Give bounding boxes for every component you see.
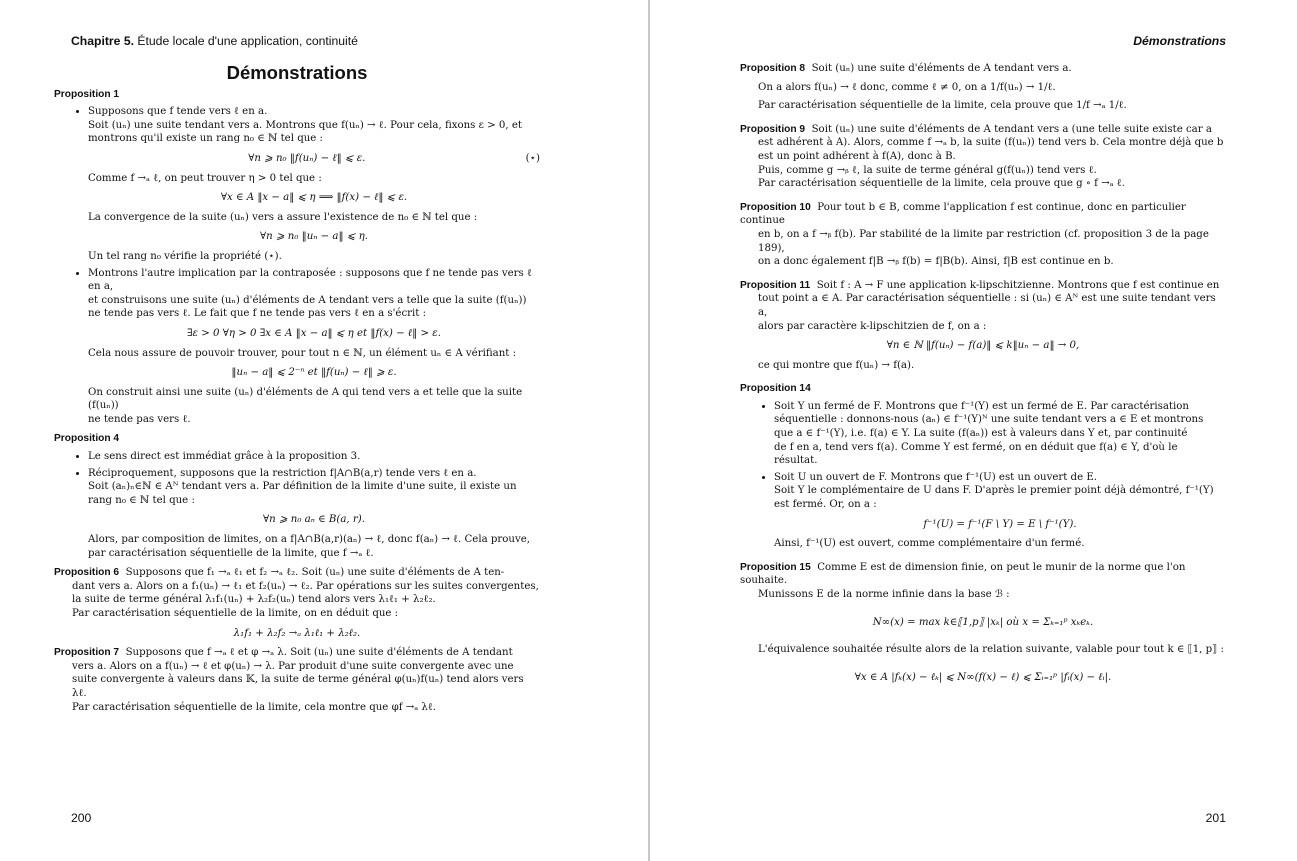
text-line bbox=[740, 123, 1226, 137]
left-page-content bbox=[54, 62, 540, 720]
list-item bbox=[774, 471, 1226, 551]
proposition-heading: Proposition 11 bbox=[740, 279, 811, 291]
text-line: est fermé. Or, on a : bbox=[774, 499, 877, 511]
display-equation: ∀n ∈ ℕ ‖f(uₙ) − f(a)‖ ⩽ k‖uₙ − a‖ → 0, bbox=[886, 340, 1080, 352]
proposition-8 bbox=[740, 62, 1226, 113]
text-line: séquentielle : donnons-nous (aₙ) ∈ f⁻¹(Y)ᴺ une suite tendant vers a ∈ E et montrons bbox=[774, 414, 1204, 426]
text-line bbox=[740, 279, 1226, 293]
text-line: • Soit Y un fermé de F. Montrons que f⁻¹(Y) est un fermé de E. Par caractérisation bbox=[774, 400, 1189, 412]
text-line: • Supposons que f tende vers ℓ en a. bbox=[88, 106, 268, 118]
page-number-right: 201 bbox=[1205, 811, 1226, 825]
text-line: est un point adhérent à f(A), donc à B. bbox=[758, 150, 956, 162]
text-line: la suite de terme général λ₁f₁(uₙ) + λ₂f₂(uₙ) tend alors vers λ₁ℓ₁ + λ₂ℓ₂. bbox=[72, 594, 436, 606]
proposition-10 bbox=[740, 201, 1226, 269]
equation-tag: (⋆) bbox=[525, 152, 540, 164]
text-line: • Soit U un ouvert de F. Montrons que f⁻¹(U) est un ouvert de E. bbox=[774, 471, 1098, 483]
text-line: • Le sens direct est immédiat grâce à la proposition 3. bbox=[88, 451, 361, 463]
list-item bbox=[88, 105, 540, 263]
text-line: Puis, comme g →ᵦ ℓ, la suite de terme général g(f(uₙ)) tend vers ℓ. bbox=[758, 164, 1097, 176]
chapter-number: Chapitre 5. bbox=[71, 34, 134, 48]
text-span: Supposons que f →ₐ ℓ et φ →ₐ λ. Soit (uₙ) une suite d'éléments de A tendant bbox=[125, 647, 513, 659]
proposition-11 bbox=[740, 279, 1226, 373]
display-equation: N∞(x) = max k∈⟦1,p⟧ |xₖ| où x = Σₖ₌₁ᵖ xₖeₖ. bbox=[872, 616, 1094, 628]
text-line: de f en a, tend vers f(a). Comme Y est fermé, on en déduit que f(a) ∈ Y, d'où le bbox=[774, 441, 1178, 453]
display-equation: λ₁f₁ + λ₂f₂ →ₐ λ₁ℓ₁ + λ₂ℓ₂. bbox=[233, 627, 361, 639]
text-line bbox=[54, 566, 540, 580]
text-line: dant vers a. Alors on a f₁(uₙ) → ℓ₁ et f₂(uₙ) → ℓ₂. Par opérations sur les suites convergentes, bbox=[72, 580, 539, 592]
text-line: Par caractérisation séquentielle de la limite, cela prouve que g ∘ f →ₐ ℓ. bbox=[758, 178, 1125, 190]
text-line: On construit ainsi une suite (uₙ) d'éléments de A qui tend vers a et telle que la suite (f(uₙ)) bbox=[88, 386, 523, 412]
text-line: Munissons E de la norme infinie dans la base ℬ : bbox=[758, 589, 1010, 600]
proposition-heading: Proposition 1 bbox=[54, 88, 120, 100]
text-span: Pour tout b ∈ B, comme l'application f est continue, donc en particulier continue bbox=[740, 201, 1186, 227]
text-line: On a alors f(uₙ) → ℓ donc, comme ℓ ≠ 0, on a 1/f(uₙ) → 1/ℓ. bbox=[758, 81, 1056, 93]
text-line: Un tel rang n₀ vérifie la propriété (⋆). bbox=[88, 250, 282, 262]
proposition-4 bbox=[54, 432, 540, 560]
text-line: résultat. bbox=[774, 455, 818, 467]
text-line bbox=[740, 62, 1226, 76]
proposition-heading: Proposition 14 bbox=[740, 383, 811, 395]
page-number-left: 200 bbox=[71, 811, 92, 825]
display-equation bbox=[88, 152, 540, 166]
proposition-1 bbox=[54, 88, 540, 427]
proposition-6 bbox=[54, 566, 540, 640]
text-line bbox=[54, 646, 540, 660]
right-page bbox=[650, 0, 1297, 861]
text-line: • Réciproquement, supposons que la restriction f|A∩B(a,r) tende vers ℓ en a. bbox=[88, 467, 477, 479]
display-equation: ‖uₙ − a‖ ⩽ 2⁻ⁿ et ‖f(uₙ) − ℓ‖ ⩾ ε. bbox=[231, 367, 397, 379]
text-line: Comme f →ₐ ℓ, on peut trouver η > 0 tel que : bbox=[88, 172, 322, 184]
text-line bbox=[740, 561, 1226, 588]
list-item bbox=[88, 267, 540, 427]
text-line: Par caractérisation séquentielle de la limite, cela prouve que 1/f →ₐ 1/ℓ. bbox=[758, 100, 1127, 112]
display-equation: ∃ε > 0 ∀η > 0 ∃x ∈ A ‖x − a‖ ⩽ η et ‖f(x) − ℓ‖ > ε. bbox=[187, 327, 441, 339]
text-line: La convergence de la suite (uₙ) vers a assure l'existence de n₀ ∈ ℕ tel que : bbox=[88, 211, 478, 223]
list-item bbox=[774, 400, 1226, 468]
display-equation: ∀n ⩾ n₀ ‖uₙ − a‖ ⩽ η. bbox=[260, 231, 368, 243]
text-span: Comme E est de dimension finie, on peut le munir de la norme que l'on souhaite. bbox=[740, 561, 1186, 587]
bullet-list bbox=[740, 400, 1226, 551]
text-line: suite convergente à valeurs dans 𝕂, la suite de terme général φ(uₙ)f(uₙ) tend alors vers λℓ. bbox=[72, 674, 524, 699]
text-line: • Montrons l'autre implication par la contraposée : supposons que f ne tende pas vers ℓ en a, bbox=[88, 267, 532, 293]
text-line: et construisons une suite (uₙ) d'éléments de A tendant vers a telle que la suite (f(uₙ)) bbox=[88, 294, 527, 306]
text-line: en b, on a f →ᵦ f(b). Par stabilité de la limite par restriction (cf. proposition 3 de la page 189), bbox=[758, 228, 1209, 254]
display-equation: ∀n ⩾ n₀ aₙ ∈ B(a, r). bbox=[263, 514, 365, 526]
proposition-heading: Proposition 4 bbox=[54, 433, 120, 445]
proposition-14 bbox=[740, 382, 1226, 551]
text-line: Par caractérisation séquentielle de la limite, on en déduit que : bbox=[72, 608, 399, 619]
text-span: Soit (uₙ) une suite d'éléments de A tendant vers a. bbox=[811, 63, 1072, 74]
display-equation: ∀x ∈ A ‖x − a‖ ⩽ η ⟹ ‖f(x) − ℓ‖ ⩽ ε. bbox=[220, 192, 408, 204]
list-item bbox=[88, 450, 540, 464]
proposition-15 bbox=[740, 561, 1226, 685]
text-line bbox=[740, 201, 1226, 228]
proposition-9 bbox=[740, 123, 1226, 191]
text-line: par caractérisation séquentielle de la limite, que f →ₐ ℓ. bbox=[88, 547, 374, 559]
text-line: tout point a ∈ A. Par caractérisation séquentielle : si (uₙ) ∈ Aᴺ est une suite tendant vers a, bbox=[758, 293, 1216, 318]
running-head-right: Démonstrations bbox=[1133, 34, 1226, 48]
text-span: Supposons que f₁ →ₐ ℓ₁ et f₂ →ₐ ℓ₂. Soit (uₙ) une suite d'éléments de A ten- bbox=[125, 567, 505, 579]
text-line: Soit (aₙ)ₙ∈ℕ ∈ Aᴺ tendant vers a. Par définition de la limite d'une suite, il existe un bbox=[88, 481, 517, 493]
right-page-content bbox=[740, 62, 1226, 698]
text-line: vers a. Alors on a f(uₙ) → ℓ et φ(uₙ) → λ. Par produit d'une suite convergente avec une bbox=[72, 660, 514, 672]
text-line: ne tende pas vers ℓ. Le fait que f ne tende pas vers ℓ en a s'écrit : bbox=[88, 308, 427, 320]
text-line: Ainsi, f⁻¹(U) est ouvert, comme complémentaire d'un fermé. bbox=[774, 538, 1085, 550]
list-item bbox=[88, 467, 540, 561]
text-line: montrons qu'il existe un rang n₀ ∈ ℕ tel que : bbox=[88, 133, 323, 145]
text-line: Soit (uₙ) une suite tendant vers a. Montrons que f(uₙ) → ℓ. Pour cela, fixons ε > 0, et bbox=[88, 119, 523, 131]
text-line: rang n₀ ∈ ℕ tel que : bbox=[88, 494, 195, 506]
display-equation: f⁻¹(U) = f⁻¹(F \ Y) = E \ f⁻¹(Y). bbox=[923, 518, 1077, 530]
text-span: Soit f : A → F une application k-lipschitzienne. Montrons que f est continue en bbox=[816, 279, 1220, 291]
text-line: est adhérent à A). Alors, comme f →ₐ b, la suite (f(uₙ)) tend vers b. Cela montre déjà que b bbox=[758, 137, 1224, 149]
proposition-heading: Proposition 6 bbox=[54, 567, 120, 579]
proposition-heading: Proposition 7 bbox=[54, 647, 120, 659]
proposition-heading: Proposition 15 bbox=[740, 561, 811, 573]
left-page bbox=[0, 0, 648, 861]
equation: ∀n ⩾ n₀ ‖f(uₙ) − ℓ‖ ⩽ ε. bbox=[248, 152, 366, 164]
text-line: alors par caractère k-lipschitzien de f, on a : bbox=[758, 320, 987, 332]
running-head-left bbox=[71, 34, 358, 48]
display-equation: ∀x ∈ A |fₖ(x) − ℓₖ| ⩽ N∞(f(x) − ℓ) ⩽ Σᵢ₌₁ᵖ |fᵢ(x) − ℓᵢ|. bbox=[854, 671, 1112, 683]
bullet-list bbox=[54, 105, 540, 426]
bullet-list bbox=[54, 450, 540, 560]
section-title: Démonstrations bbox=[226, 62, 368, 83]
proposition-heading: Proposition 10 bbox=[740, 201, 811, 213]
text-line: Alors, par composition de limites, on a f|A∩B(a,r)(aₙ) → ℓ, donc f(aₙ) → ℓ. Cela prouve, bbox=[88, 534, 530, 546]
proposition-7 bbox=[54, 646, 540, 714]
proposition-heading: Proposition 8 bbox=[740, 63, 806, 74]
text-line: on a donc également f|B →ᵦ f(b) = f|B(b). Ainsi, f|B est continue en b. bbox=[758, 256, 1114, 268]
text-line: L'équivalence souhaitée résulte alors de la relation suivante, valable pour tout k ∈ ⟦1, p⟧ : bbox=[758, 644, 1224, 656]
proposition-heading: Proposition 9 bbox=[740, 123, 806, 135]
text-line: ce qui montre que f(uₙ) → f(a). bbox=[758, 359, 915, 371]
text-span: Soit (uₙ) une suite d'éléments de A tendant vers a (une telle suite existe car a bbox=[811, 123, 1212, 135]
text-line: Par caractérisation séquentielle de la limite, cela montre que φf →ₐ λℓ. bbox=[72, 701, 436, 713]
text-line: Cela nous assure de pouvoir trouver, pour tout n ∈ ℕ, un élément uₙ ∈ A vérifiant : bbox=[88, 347, 517, 359]
text-line: Soit Y le complémentaire de U dans F. D'après le premier point déjà démontré, f⁻¹(Y) bbox=[774, 485, 1214, 497]
chapter-title: Étude locale d'une application, continuité bbox=[137, 34, 358, 48]
text-line: ne tende pas vers ℓ. bbox=[88, 413, 191, 425]
text-line: que a ∈ f⁻¹(Y), i.e. f(a) ∈ Y. La suite (f(aₙ)) est à valeurs dans Y et, par continuité bbox=[774, 428, 1188, 440]
